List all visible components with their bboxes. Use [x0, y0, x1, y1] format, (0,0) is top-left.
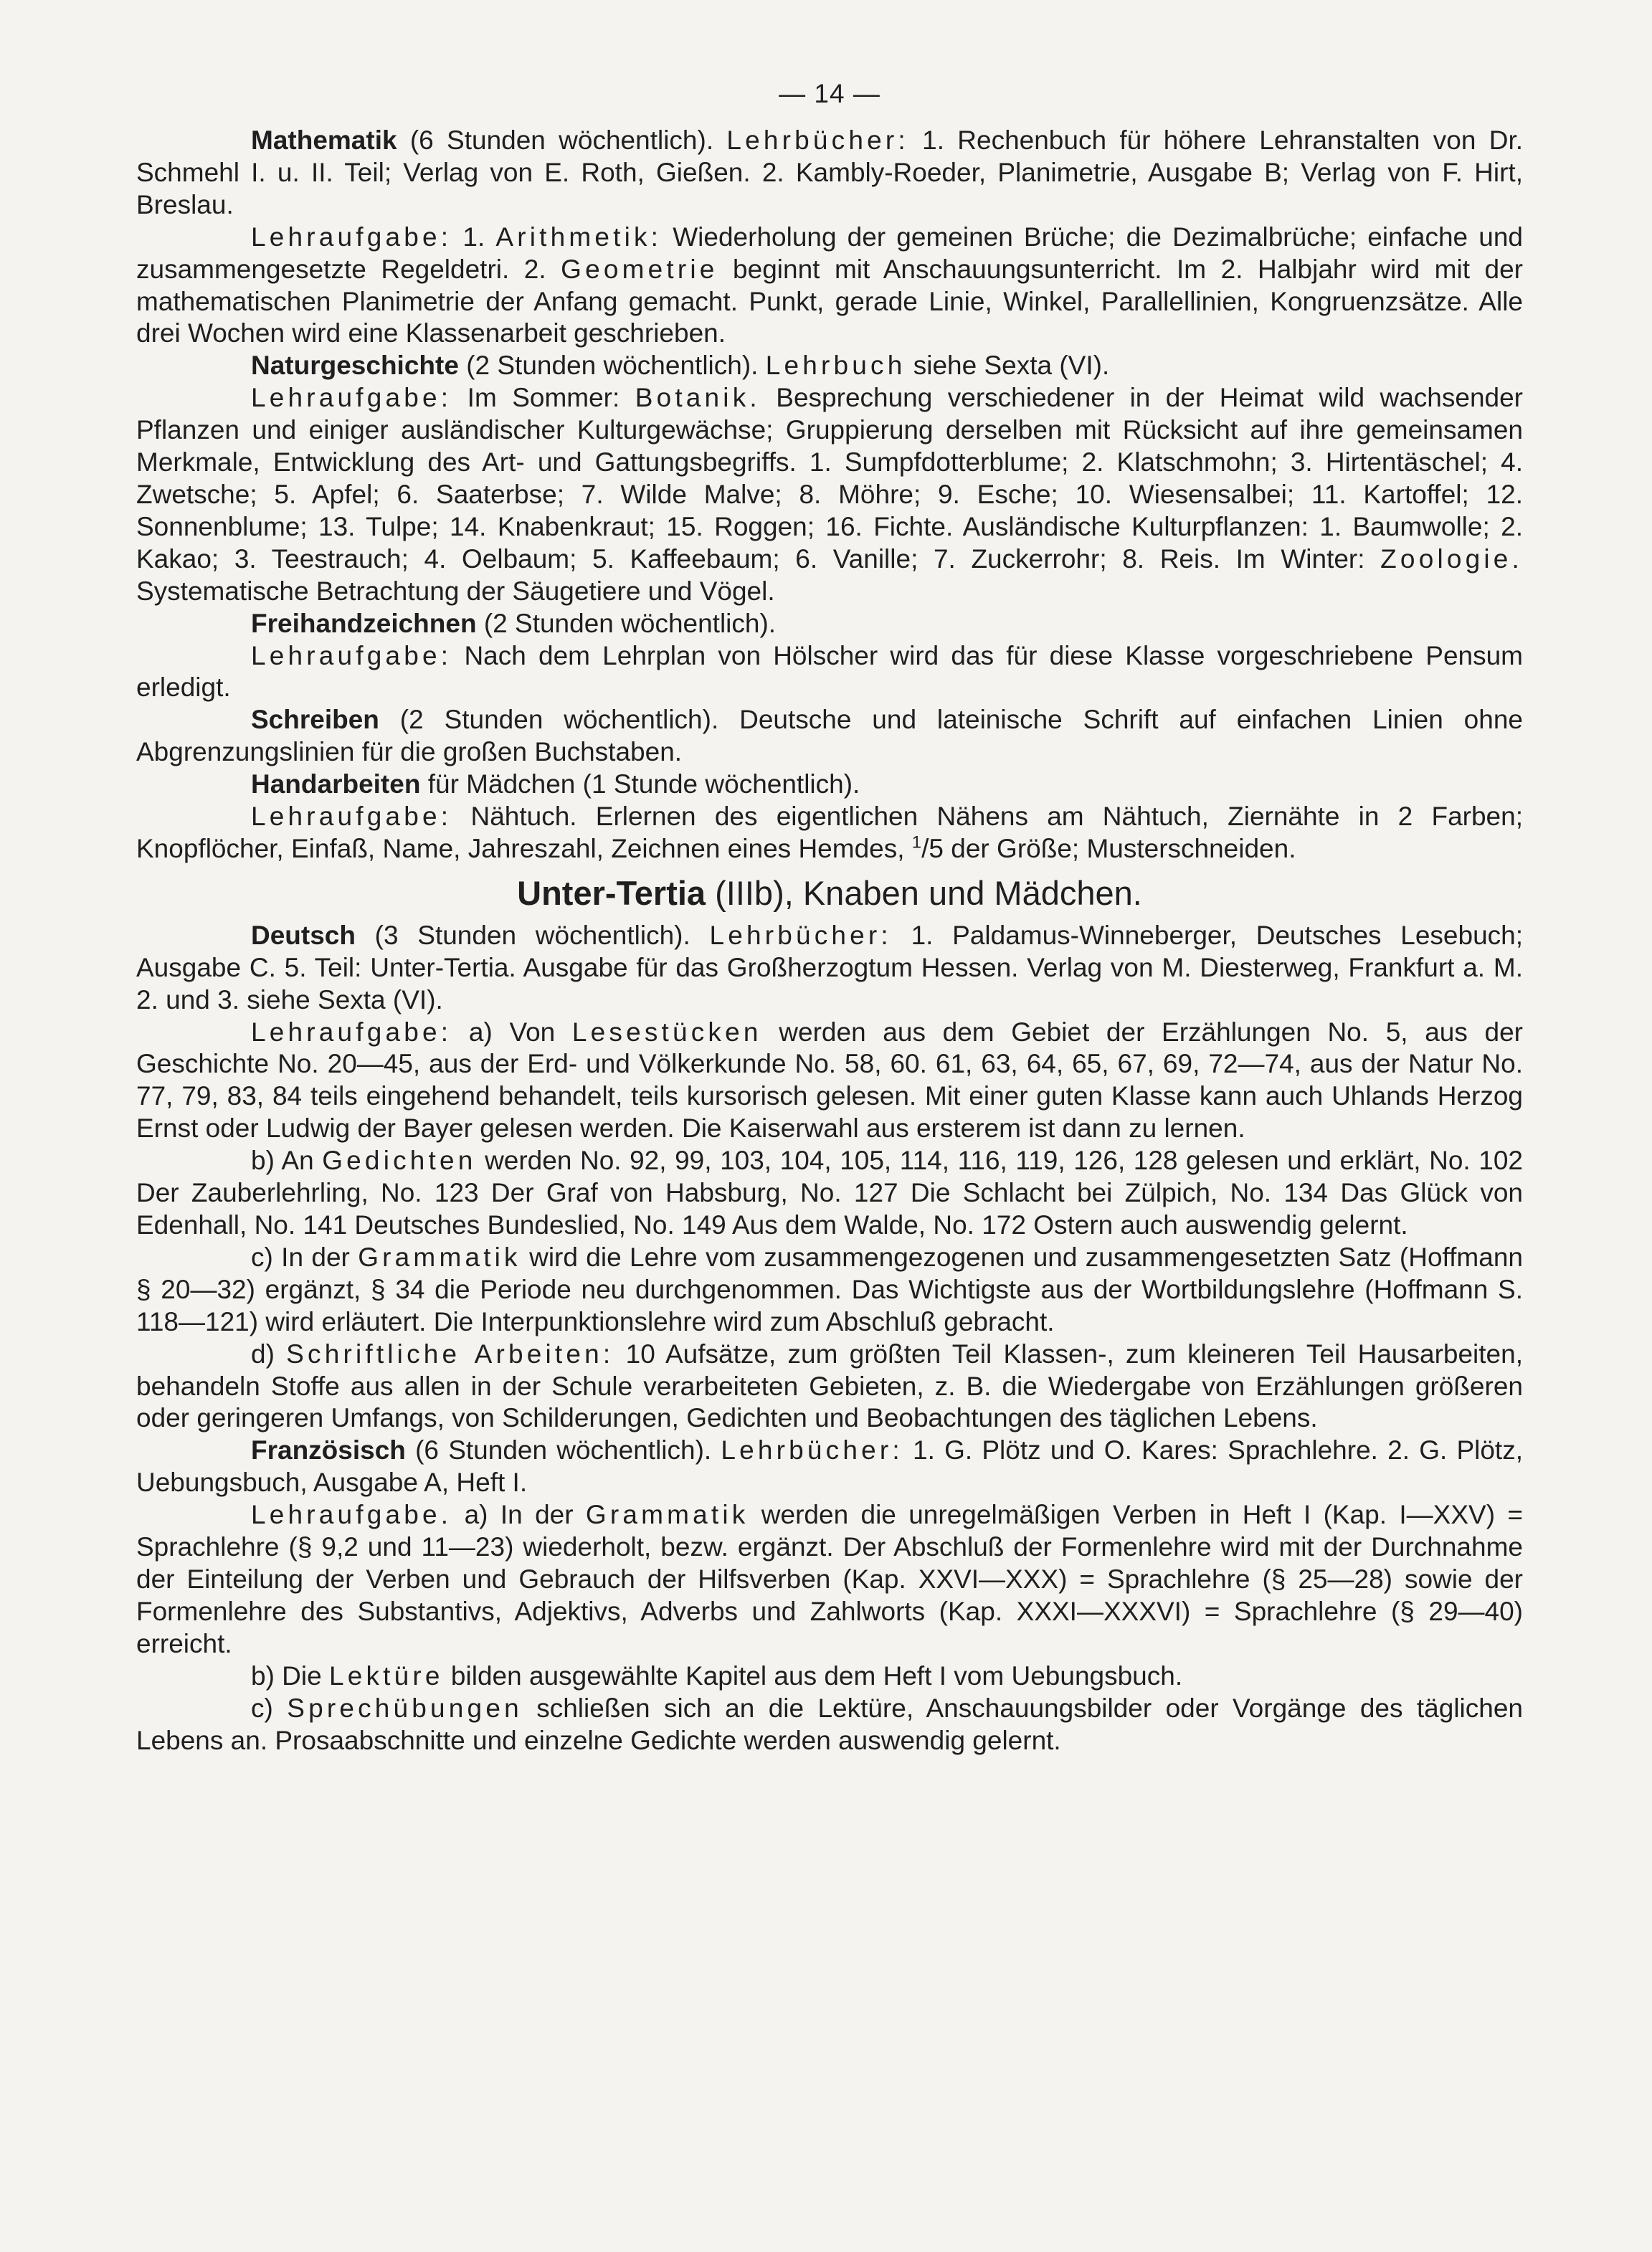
paragraph-schreiben: Schreiben (2 Stunden wöchentlich). Deutsche und lateinische Schrift auf einfachen Linien ohne Abgrenzungslinien für die großen Buchstaben.	[136, 705, 1523, 767]
subject-heading-mathematik: Mathematik	[251, 125, 397, 155]
paragraph-franzoesisch-b: b) Die Lektüre bilden ausgewählte Kapitel aus dem Heft I vom Uebungsbuch.	[251, 1661, 1183, 1691]
subject-heading-franzoesisch: Französisch	[251, 1435, 406, 1465]
paragraph-deutsch-b: b) An Gedichten werden No. 92, 99, 103, 104, 105, 114, 116, 119, 126, 128 gelesen und erklärt, No. 102 Der Zauberlehrling, No. 123 Der Graf von Habsburg, No. 127 Die Schlacht bei Zülpich, No. 134 Das Glück von Edenhall, No. 141 Deutsches Bundeslied, No. 149 Aus dem Walde, No. 172 Ostern auch auswendig gelernt.	[136, 1146, 1523, 1240]
paragraph-freihandzeichnen: Freihandzeichnen (2 Stunden wöchentlich).	[251, 608, 777, 638]
subject-heading-handarbeiten: Handarbeiten	[251, 769, 421, 799]
paragraph-mathematik-books: Mathematik (6 Stunden wöchentlich). Lehrbücher: 1. Rechenbuch für höhere Lehranstalten von Dr. Schmehl I. u. II. Teil; Verlag von E. Roth, Gießen. 2. Kambly-Roeder, Planimetrie, Ausgabe B; Verlag von F. Hirt, Breslau.	[136, 125, 1524, 219]
page-number: — 14 —	[779, 79, 880, 108]
subject-heading-deutsch: Deutsch	[251, 920, 356, 950]
paragraph-franzoesisch-c: c) Sprechübungen schließen sich an die Lektüre, Anschauungsbilder oder Vorgänge des täglichen Lebens an. Prosaabschnitte und einzelne Gedichte werden auswendig gelernt.	[136, 1693, 1523, 1755]
paragraph-naturgeschichte-books: Naturgeschichte (2 Stunden wöchentlich). Lehrbuch siehe Sexta (VI).	[251, 351, 1110, 381]
paragraph-freihandzeichnen-lehraufgabe: Lehraufgabe: Nach dem Lehrplan von Hölscher wird das für diese Klasse vorgeschriebene Pensum erledigt.	[136, 640, 1523, 703]
fraction-denominator: /5	[921, 833, 944, 863]
paragraph-deutsch-d: d) Schriftliche Arbeiten: 10 Aufsätze, zum größten Teil Klassen-, zum kleineren Teil Hausarbeiten, behandeln Stoffe aus allen in der Schule verarbeiteten Gebieten, z. B. die Wiedergabe von Erzählungen größeren oder geringeren Umfangs, von Schilderungen, Gedichten und Beobachtungen des täglichen Lebens.	[136, 1339, 1523, 1433]
paragraph-naturgeschichte-lehraufgabe: Lehraufgabe: Im Sommer: Botanik. Besprechung verschiedener in der Heimat wild wachsender Pflanzen und einiger ausländischer Kulturgewächse; Gruppierung derselben mit Rücksicht auf ihre gemeinsamen Merkmale, Entwicklung des Art- und Gattungsbegriffs. 1. Sumpfdotterblume; 2. Klatschmohn; 3. Hirtentäschel; 4. Zwetsche; 5. Apfel; 6. Saaterbse; 7. Wilde Malve; 8. Möhre; 9. Esche; 10. Wiesensalbei; 11. Kartoffel; 12. Sonnenblume; 13. Tulpe; 14. Knabenkraut; 15. Roggen; 16. Fichte. Ausländische Kulturpflanzen: 1. Baumwolle; 2. Kakao; 3. Teestrauch; 4. Oelbaum; 5. Kaffeebaum; 6. Vanille; 7. Zuckerrohr; 8. Reis. Im Winter: Zoologie. Systematische Betrachtung der Säugetiere und Vögel.	[136, 383, 1524, 606]
paragraph-mathematik-lehraufgabe: Lehraufgabe: 1. Arithmetik: Wiederholung der gemeinen Brüche; die Dezimalbrüche; einfache und zusammengesetzte Regeldetri. 2. Geometrie beginnt mit Anschauungsunterricht. Im 2. Halbjahr wird mit der mathematischen Planimetrie der Anfang gemacht. Punkt, gerade Linie, Winkel, Parallellinien, Kongruenzsätze. Alle drei Wochen wird eine Klassenarbeit geschrieben.	[136, 222, 1523, 348]
paragraph-franzoesisch-a: Lehraufgabe. a) In der Grammatik werden die unregelmäßigen Verben in Heft I (Kap. I—XXV) = Sprachlehre (§ 9,2 und 11—23) wiederholt, bezw. ergänzt. Der Abschluß der Formenlehre wird mit der Durchnahme der Einteilung der Verben und Gebrauch der Hilfsverben (Kap. XXVI—XXX) = Sprachlehre (§ 25—28) sowie der Formenlehre des Substantivs, Adjektivs, Adverbs und Zahlworts (Kap. XXXI—XXXVI) = Sprachlehre (§ 29—40) erreicht.	[136, 1500, 1523, 1658]
paragraph-handarbeiten: Handarbeiten für Mädchen (1 Stunde wöchentlich).	[251, 769, 860, 799]
paragraph-deutsch-c: c) In der Grammatik wird die Lehre vom zusammengezogenen und zusammengesetzten Satz (Hoffmann § 20—32) ergänzt, § 34 die Periode neu durchgenommen. Das Wichtigste aus der Wortbildungslehre (Hoffmann S. 118—121) wird erläutert. Die Interpunktionslehre wird zum Abschluß gebracht.	[136, 1242, 1523, 1336]
paragraph-deutsch-a: Lehraufgabe: a) Von Lesestücken werden aus dem Gebiet der Erzählungen No. 5, aus der Geschichte No. 20—45, aus der Erd- und Völkerkunde No. 58, 60. 61, 63, 64, 65, 67, 69, 72—74, aus der Natur No. 77, 79, 83, 84 teils eingehend behandelt, teils kursorisch gelesen. Mit einer guten Klasse kann auch Uhlands Herzog Ernst oder Ludwig der Bayer gelesen werden. Die Kaiserwahl aus ersterem ist dann zu lernen.	[136, 1017, 1523, 1144]
section-title: Unter-Tertia (IIIb), Knaben und Mädchen.	[517, 873, 1142, 912]
paragraph-handarbeiten-lehraufgabe: Lehraufgabe: Nähtuch. Erlernen des eigentlichen Nähens am Nähtuch, Ziernähte in 2 Farben; Knopflöcher, Einfaß, Name, Jahreszahl, Zeichnen eines Hemdes, $^1$/5 der Größe; Musterschneiden.	[136, 802, 1523, 863]
paragraph-deutsch-books: Deutsch (3 Stunden wöchentlich). Lehrbücher: 1. Paldamus-Winneberger, Deutsches Lesebuch; Ausgabe C. 5. Teil: Unter-Tertia. Ausgabe für das Großherzogtum Hessen. Verlag von M. Diesterweg, Frankfurt a. M. 2. und 3. siehe Sexta (VI).	[136, 920, 1523, 1015]
body-text	[136, 125, 1523, 1757]
subject-heading-naturgeschichte: Naturgeschichte	[251, 351, 459, 381]
subject-heading-freihandzeichnen: Freihandzeichnen	[251, 608, 477, 638]
subject-heading-schreiben: Schreiben	[251, 705, 379, 735]
paragraph-franzoesisch-books: Französisch (6 Stunden wöchentlich). Lehrbücher: 1. G. Plötz und O. Kares: Sprachlehre. 2. G. Plötz, Uebungsbuch, Ausgabe A, Heft I.	[136, 1435, 1523, 1498]
fraction-numerator: 1	[911, 832, 922, 852]
